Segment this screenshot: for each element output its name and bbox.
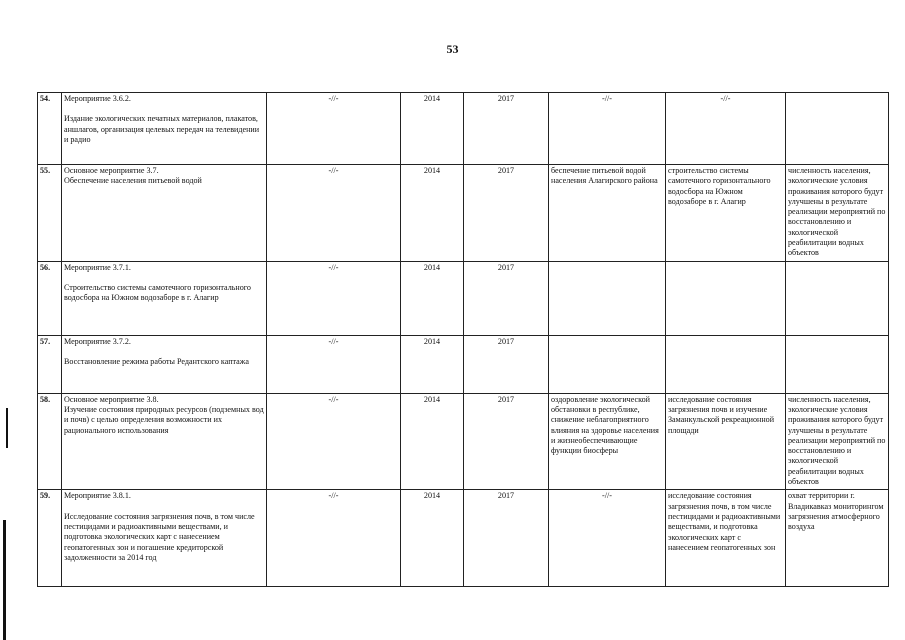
executor-cell: -//-	[267, 165, 401, 262]
measure-title: Мероприятие 3.7.1.	[64, 262, 131, 272]
measure-title: Мероприятие 3.8.1.	[64, 491, 131, 501]
measure-name-cell	[62, 393, 267, 490]
measure-title: Основное мероприятие 3.8.	[64, 394, 159, 404]
start-year-cell: 2014	[401, 490, 464, 587]
executor-cell: -//-	[267, 335, 401, 393]
page-number: 53	[446, 42, 459, 56]
row-number: 59.	[38, 490, 62, 587]
result-cell	[549, 261, 666, 335]
direction-cell: -//-	[666, 93, 786, 165]
start-year-cell: 2014	[401, 165, 464, 262]
result-cell: -//-	[549, 490, 666, 587]
executor-cell: -//-	[267, 261, 401, 335]
result-cell	[549, 335, 666, 393]
executor-cell: -//-	[267, 393, 401, 490]
measures-table	[37, 92, 889, 587]
measure-description: Изучение состояния природных ресурсов (подземных вод и почв) с целью определения возможности их рационального использования	[64, 404, 264, 435]
row-number: 56.	[38, 261, 62, 335]
row-number: 58.	[38, 393, 62, 490]
indicator-cell: численность населения, экологические условия проживания которого будут улучшены в результате реализации мероприятий по восстановлению и экологической реабилитации водных объектов	[786, 393, 889, 490]
measure-name-cell	[62, 93, 267, 165]
row-number: 57.	[38, 335, 62, 393]
measure-description: Строительство системы самотечного горизонтального водосбора на Южном водозаборе в г. Алагир	[64, 282, 251, 303]
measure-name-cell	[62, 335, 267, 393]
measure-name-cell	[62, 261, 267, 335]
direction-cell: исследование состояния загрязнения почв и изучение Заманкульской рекреационной площади	[666, 393, 786, 490]
result-cell: -//-	[549, 93, 666, 165]
result-cell: оздоровление экологической обстановки в республике, снижение неблагоприятного влияния на здоровье населения и жизнеобеспечивающие функции биосферы	[549, 393, 666, 490]
measure-name-cell	[62, 490, 267, 587]
table-row	[38, 490, 889, 587]
end-year-cell: 2017	[464, 165, 549, 262]
table-row	[38, 393, 889, 490]
executor-cell: -//-	[267, 490, 401, 587]
table-row	[38, 261, 889, 335]
start-year-cell: 2014	[401, 93, 464, 165]
indicator-cell	[786, 93, 889, 165]
scan-edge-mark	[3, 520, 6, 640]
measure-description: Исследование состояния загрязнения почв, в том числе пестицидами и радиоактивными веществами, и подготовка экологических карт с нанесением геопатогенных зон и погашение кредиторской задолженности за 2014 год	[64, 511, 255, 562]
measure-description: Обеспечение населения питьевой водой	[64, 176, 202, 186]
start-year-cell: 2014	[401, 335, 464, 393]
scan-edge-mark	[6, 408, 8, 448]
end-year-cell: 2017	[464, 490, 549, 587]
direction-cell	[666, 261, 786, 335]
table-row	[38, 93, 889, 165]
measure-title: Мероприятие 3.7.2.	[64, 336, 131, 346]
result-cell: беспечение питьевой водой населения Алагирского района	[549, 165, 666, 262]
end-year-cell: 2017	[464, 261, 549, 335]
indicator-cell	[786, 261, 889, 335]
indicator-cell: охват территории г. Владикавказ мониторингом загрязнения атмосферного воздуха	[786, 490, 889, 587]
measure-title: Мероприятие 3.6.2.	[64, 94, 131, 103]
indicator-cell	[786, 335, 889, 393]
direction-cell: исследование состояния загрязнения почв, в том числе пестицидами и радиоактивными веществами, и подготовка экологических карт с нанесением геопатогенных зон	[666, 490, 786, 587]
table-row	[38, 165, 889, 262]
table-row	[38, 335, 889, 393]
start-year-cell: 2014	[401, 393, 464, 490]
indicator-cell: численность населения, экологические условия проживания которого будут улучшены в результате реализации мероприятий по восстановлению и экологической реабилитации водных объектов	[786, 165, 889, 262]
direction-cell	[666, 335, 786, 393]
measure-title: Основное мероприятие 3.7.	[64, 166, 159, 175]
executor-cell: -//-	[267, 93, 401, 165]
measure-description: Восстановление режима работы Редантского каптажа	[64, 356, 249, 366]
direction-cell: строительство системы самотечного горизонтального водосбора на Южном водозаборе в г. Алагир	[666, 165, 786, 262]
end-year-cell: 2017	[464, 93, 549, 165]
measure-name-cell	[62, 165, 267, 262]
row-number: 54.	[38, 93, 62, 165]
row-number: 55.	[38, 165, 62, 262]
end-year-cell: 2017	[464, 393, 549, 490]
start-year-cell: 2014	[401, 261, 464, 335]
measure-description: Издание экологических печатных материалов, плакатов, аншлагов, организация целевых передач на телевидении и радио	[64, 114, 260, 144]
end-year-cell: 2017	[464, 335, 549, 393]
